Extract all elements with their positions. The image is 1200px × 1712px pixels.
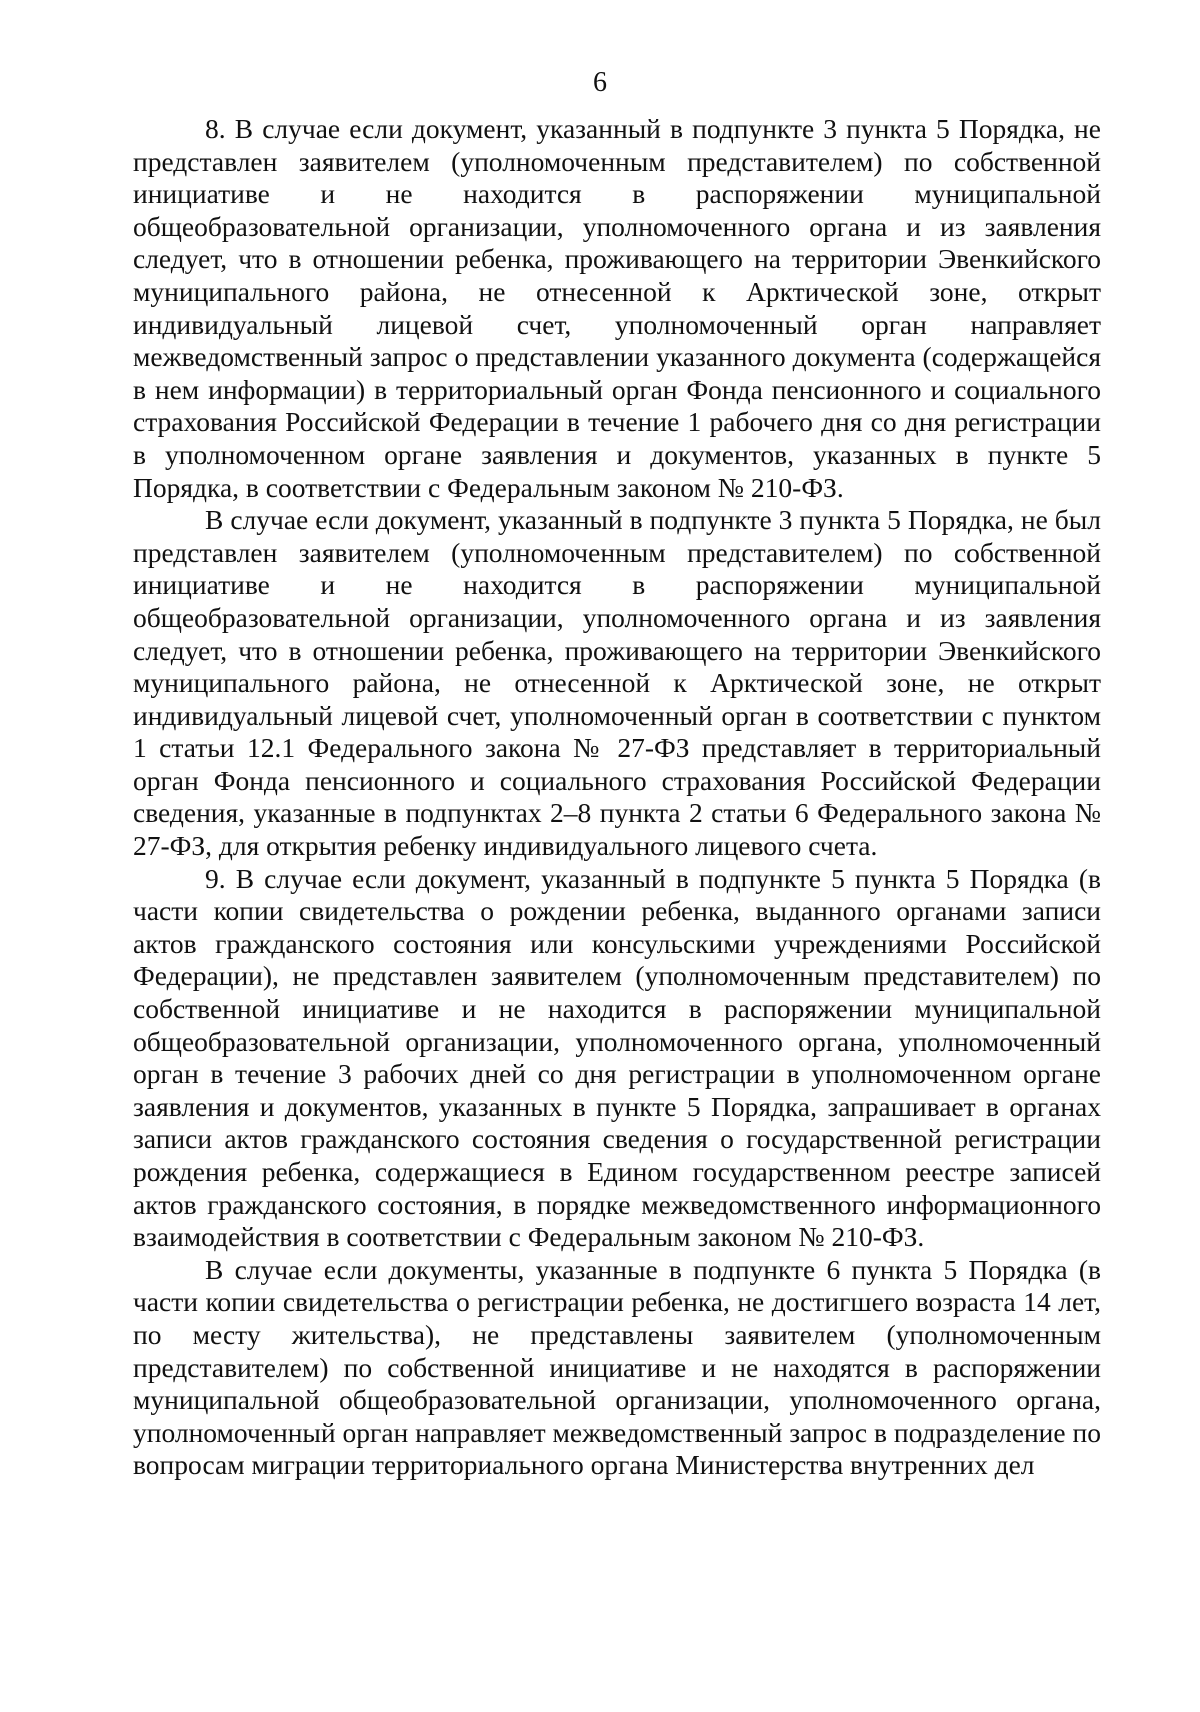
paragraph-9-second: В случае если документы, указанные в подпункте 6 пункта 5 Порядка (в части копии свидетельства о регистрации ребенка, не достигшего возраста 14 лет, по месту жительства), не представлены заявителем (уполномоченным представителем) по собственной инициативе и не находятся в распоряжении муниципальной общеобразовательной организации, уполномоченного органа, уполномоченный орган направляет межведомственный запрос в подразделение по вопросам миграции территориального органа Министерства внутренних дел bbox=[133, 1253, 1101, 1481]
page-number: 6 bbox=[593, 67, 607, 98]
paragraph-8: 8. В случае если документ, указанный в подпункте 3 пункта 5 Порядка, не представлен заявителем (уполномоченным представителем) по собственной инициативе и не находится в распоряжении муниципальной общеобразовательной организации, уполномоченного органа и из заявления следует, что в отношении ребенка, проживающего на территории Эвенкийского муниципального района, не отнесенной к Арктической зоне, открыт индивидуальный лицевой счет, уполномоченный орган направляет межведомственный запрос о представлении указанного документа (содержащейся в нем информации) в территориальный орган Фонда пенсионного и социального страхования Российской Федерации в течение 1 рабочего дня со дня регистрации в уполномоченном органе заявления и документов, указанных в пункте 5 Порядка, в соответствии с Федеральным законом № 210-ФЗ. bbox=[133, 113, 1101, 503]
document-body bbox=[133, 113, 1101, 1482]
paragraph-8-second: В случае если документ, указанный в подпункте 3 пункта 5 Порядка, не был представлен заявителем (уполномоченным представителем) по собственной инициативе и не находится в распоряжении муниципальной общеобразовательной организации, уполномоченного органа и из заявления следует, что в отношении ребенка, проживающего на территории Эвенкийского муниципального района, не отнесенной к Арктической зоне, не открыт индивидуальный лицевой счет, уполномоченный орган в соответствии с пунктом 1 статьи 12.1 Федерального закона № 27-ФЗ представляет в территориальный орган Фонда пенсионного и социального страхования Российской Федерации сведения, указанные в подпунктах 2–8 пункта 2 статьи 6 Федерального закона № 27-ФЗ, для открытия ребенку индивидуального лицевого счета. bbox=[133, 504, 1101, 862]
paragraph-9: 9. В случае если документ, указанный в подпункте 5 пункта 5 Порядка (в части копии свидетельства о рождении ребенка, выданного органами записи актов гражданского состояния или консульскими учреждениями Российской Федерации), не представлен заявителем (уполномоченным представителем) по собственной инициативе и не находится в распоряжении муниципальной общеобразовательной организации, уполномоченного органа, уполномоченный орган в течение 3 рабочих дней со дня регистрации в уполномоченном органе заявления и документов, указанных в пункте 5 Порядка, запрашивает в органах записи актов гражданского состояния сведения о государственной регистрации рождения ребенка, содержащиеся в Едином государственном реестре записей актов гражданского состояния, в порядке межведомственного информационного взаимодействия в соответствии с Федеральным законом № 210-ФЗ. bbox=[133, 862, 1101, 1253]
